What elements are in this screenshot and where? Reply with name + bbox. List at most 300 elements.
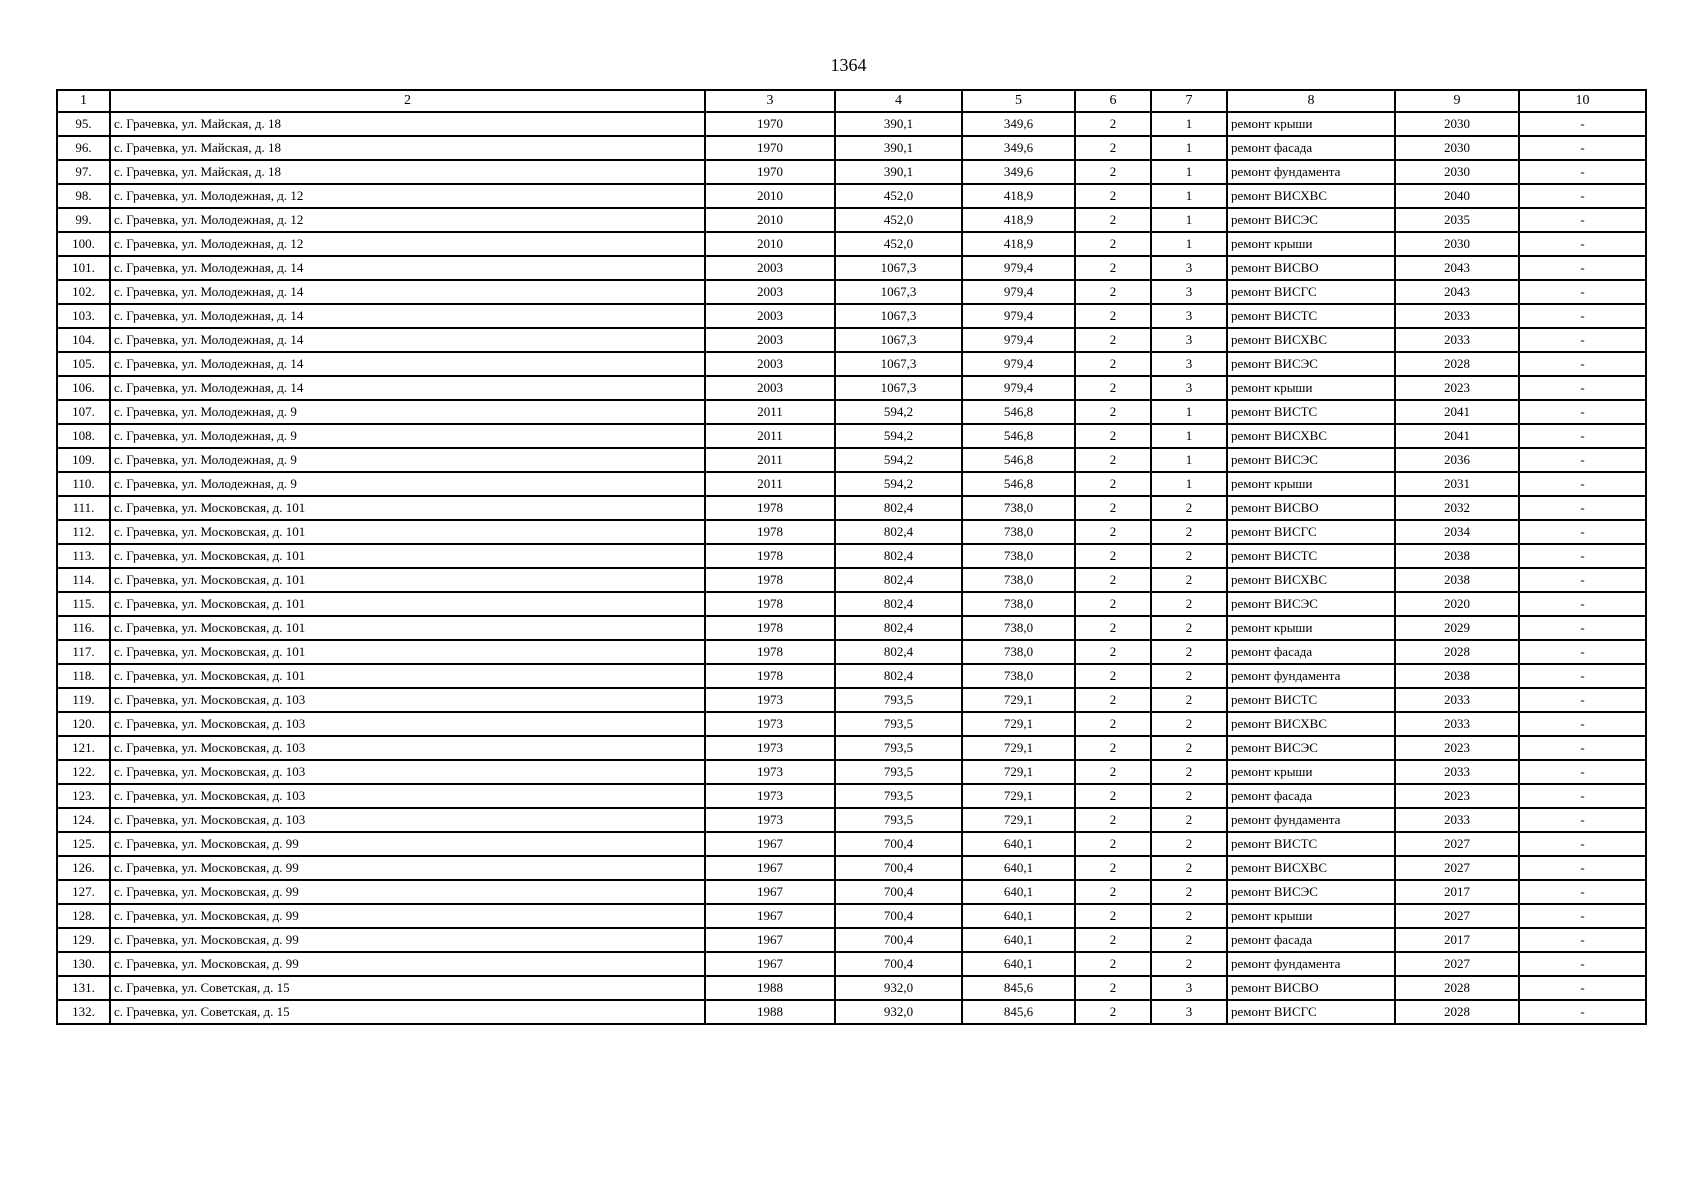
address-cell: с. Грачевка, ул. Молодежная, д. 14 [110, 280, 705, 304]
floors-cell: 2 [1075, 736, 1151, 760]
floors-cell: 2 [1075, 328, 1151, 352]
year-built-cell: 1967 [705, 904, 835, 928]
work-type-cell: ремонт ВИСХВС [1227, 184, 1395, 208]
work-type-cell: ремонт ВИСЭС [1227, 880, 1395, 904]
year-built-cell: 2003 [705, 256, 835, 280]
floors-cell: 2 [1075, 592, 1151, 616]
entrances-cell: 2 [1151, 928, 1227, 952]
address-cell: с. Грачевка, ул. Московская, д. 101 [110, 640, 705, 664]
row-number-cell: 120. [57, 712, 110, 736]
row-number-cell: 110. [57, 472, 110, 496]
address-cell: с. Грачевка, ул. Московская, д. 101 [110, 520, 705, 544]
note-cell: - [1519, 136, 1646, 160]
entrances-cell: 2 [1151, 856, 1227, 880]
table-row [57, 232, 1646, 256]
living-area-cell: 729,1 [962, 784, 1075, 808]
table-row [57, 520, 1646, 544]
note-cell: - [1519, 544, 1646, 568]
note-cell: - [1519, 760, 1646, 784]
living-area-cell: 418,9 [962, 208, 1075, 232]
planned-year-cell: 2033 [1395, 328, 1519, 352]
planned-year-cell: 2027 [1395, 952, 1519, 976]
planned-year-cell: 2041 [1395, 400, 1519, 424]
row-number-cell: 124. [57, 808, 110, 832]
row-number-cell: 96. [57, 136, 110, 160]
total-area-cell: 793,5 [835, 808, 962, 832]
total-area-cell: 390,1 [835, 136, 962, 160]
total-area-cell: 793,5 [835, 736, 962, 760]
entrances-cell: 2 [1151, 712, 1227, 736]
address-cell: с. Грачевка, ул. Молодежная, д. 9 [110, 400, 705, 424]
entrances-cell: 3 [1151, 304, 1227, 328]
floors-cell: 2 [1075, 568, 1151, 592]
planned-year-cell: 2038 [1395, 664, 1519, 688]
column-header: 3 [705, 90, 835, 112]
address-cell: с. Грачевка, ул. Молодежная, д. 14 [110, 328, 705, 352]
living-area-cell: 729,1 [962, 808, 1075, 832]
total-area-cell: 793,5 [835, 688, 962, 712]
note-cell: - [1519, 376, 1646, 400]
total-area-cell: 1067,3 [835, 280, 962, 304]
row-number-cell: 99. [57, 208, 110, 232]
work-type-cell: ремонт крыши [1227, 472, 1395, 496]
total-area-cell: 700,4 [835, 904, 962, 928]
entrances-cell: 2 [1151, 832, 1227, 856]
entrances-cell: 3 [1151, 256, 1227, 280]
table-row [57, 496, 1646, 520]
planned-year-cell: 2028 [1395, 1000, 1519, 1024]
year-built-cell: 1967 [705, 856, 835, 880]
floors-cell: 2 [1075, 400, 1151, 424]
year-built-cell: 2011 [705, 448, 835, 472]
floors-cell: 2 [1075, 184, 1151, 208]
year-built-cell: 1978 [705, 496, 835, 520]
table-row [57, 640, 1646, 664]
total-area-cell: 594,2 [835, 400, 962, 424]
work-type-cell: ремонт фундамента [1227, 664, 1395, 688]
living-area-cell: 640,1 [962, 856, 1075, 880]
table-row [57, 376, 1646, 400]
row-number-cell: 131. [57, 976, 110, 1000]
note-cell: - [1519, 400, 1646, 424]
year-built-cell: 1978 [705, 664, 835, 688]
planned-year-cell: 2033 [1395, 760, 1519, 784]
living-area-cell: 640,1 [962, 928, 1075, 952]
table-row [57, 280, 1646, 304]
column-header: 7 [1151, 90, 1227, 112]
row-number-cell: 125. [57, 832, 110, 856]
planned-year-cell: 2020 [1395, 592, 1519, 616]
floors-cell: 2 [1075, 448, 1151, 472]
entrances-cell: 1 [1151, 232, 1227, 256]
note-cell: - [1519, 472, 1646, 496]
work-type-cell: ремонт ВИСТС [1227, 544, 1395, 568]
living-area-cell: 979,4 [962, 256, 1075, 280]
entrances-cell: 1 [1151, 400, 1227, 424]
entrances-cell: 2 [1151, 808, 1227, 832]
work-type-cell: ремонт крыши [1227, 112, 1395, 136]
floors-cell: 2 [1075, 424, 1151, 448]
floors-cell: 2 [1075, 784, 1151, 808]
row-number-cell: 113. [57, 544, 110, 568]
living-area-cell: 845,6 [962, 976, 1075, 1000]
work-type-cell: ремонт фасада [1227, 784, 1395, 808]
work-type-cell: ремонт ВИСХВС [1227, 856, 1395, 880]
column-header: 1 [57, 90, 110, 112]
table-row [57, 952, 1646, 976]
address-cell: с. Грачевка, ул. Московская, д. 101 [110, 616, 705, 640]
floors-cell: 2 [1075, 688, 1151, 712]
floors-cell: 2 [1075, 520, 1151, 544]
entrances-cell: 2 [1151, 544, 1227, 568]
table-row [57, 736, 1646, 760]
living-area-cell: 546,8 [962, 472, 1075, 496]
work-type-cell: ремонт фасада [1227, 928, 1395, 952]
floors-cell: 2 [1075, 976, 1151, 1000]
row-number-cell: 111. [57, 496, 110, 520]
year-built-cell: 1967 [705, 880, 835, 904]
work-type-cell: ремонт ВИСГС [1227, 280, 1395, 304]
planned-year-cell: 2033 [1395, 304, 1519, 328]
total-area-cell: 700,4 [835, 856, 962, 880]
note-cell: - [1519, 568, 1646, 592]
planned-year-cell: 2030 [1395, 112, 1519, 136]
row-number-cell: 95. [57, 112, 110, 136]
row-number-cell: 100. [57, 232, 110, 256]
table-row [57, 472, 1646, 496]
year-built-cell: 2011 [705, 472, 835, 496]
note-cell: - [1519, 784, 1646, 808]
floors-cell: 2 [1075, 904, 1151, 928]
row-number-cell: 105. [57, 352, 110, 376]
total-area-cell: 802,4 [835, 616, 962, 640]
address-cell: с. Грачевка, ул. Московская, д. 99 [110, 832, 705, 856]
living-area-cell: 738,0 [962, 496, 1075, 520]
planned-year-cell: 2033 [1395, 808, 1519, 832]
table-row [57, 880, 1646, 904]
floors-cell: 2 [1075, 1000, 1151, 1024]
planned-year-cell: 2041 [1395, 424, 1519, 448]
planned-year-cell: 2031 [1395, 472, 1519, 496]
entrances-cell: 2 [1151, 880, 1227, 904]
total-area-cell: 793,5 [835, 712, 962, 736]
planned-year-cell: 2034 [1395, 520, 1519, 544]
table-row [57, 448, 1646, 472]
floors-cell: 2 [1075, 256, 1151, 280]
row-number-cell: 115. [57, 592, 110, 616]
living-area-cell: 979,4 [962, 352, 1075, 376]
row-number-cell: 101. [57, 256, 110, 280]
total-area-cell: 452,0 [835, 208, 962, 232]
row-number-cell: 109. [57, 448, 110, 472]
table-row [57, 664, 1646, 688]
planned-year-cell: 2023 [1395, 376, 1519, 400]
year-built-cell: 1978 [705, 568, 835, 592]
note-cell: - [1519, 424, 1646, 448]
year-built-cell: 2003 [705, 280, 835, 304]
work-type-cell: ремонт крыши [1227, 760, 1395, 784]
table-row [57, 184, 1646, 208]
row-number-cell: 106. [57, 376, 110, 400]
entrances-cell: 1 [1151, 184, 1227, 208]
floors-cell: 2 [1075, 112, 1151, 136]
planned-year-cell: 2030 [1395, 136, 1519, 160]
total-area-cell: 793,5 [835, 760, 962, 784]
address-cell: с. Грачевка, ул. Московская, д. 103 [110, 712, 705, 736]
note-cell: - [1519, 736, 1646, 760]
total-area-cell: 452,0 [835, 184, 962, 208]
year-built-cell: 1978 [705, 544, 835, 568]
total-area-cell: 932,0 [835, 976, 962, 1000]
total-area-cell: 932,0 [835, 1000, 962, 1024]
table-row [57, 568, 1646, 592]
note-cell: - [1519, 448, 1646, 472]
total-area-cell: 594,2 [835, 472, 962, 496]
table-row [57, 832, 1646, 856]
entrances-cell: 2 [1151, 664, 1227, 688]
table-row [57, 544, 1646, 568]
note-cell: - [1519, 352, 1646, 376]
entrances-cell: 2 [1151, 688, 1227, 712]
address-cell: с. Грачевка, ул. Молодежная, д. 14 [110, 304, 705, 328]
address-cell: с. Грачевка, ул. Московская, д. 103 [110, 688, 705, 712]
living-area-cell: 349,6 [962, 160, 1075, 184]
work-type-cell: ремонт фасада [1227, 136, 1395, 160]
note-cell: - [1519, 592, 1646, 616]
address-cell: с. Грачевка, ул. Московская, д. 99 [110, 952, 705, 976]
floors-cell: 2 [1075, 760, 1151, 784]
total-area-cell: 700,4 [835, 832, 962, 856]
header-row [57, 90, 1646, 112]
work-type-cell: ремонт ВИСХВС [1227, 712, 1395, 736]
work-type-cell: ремонт ВИСЭС [1227, 448, 1395, 472]
note-cell: - [1519, 496, 1646, 520]
planned-year-cell: 2033 [1395, 688, 1519, 712]
entrances-cell: 1 [1151, 112, 1227, 136]
address-cell: с. Грачевка, ул. Московская, д. 101 [110, 544, 705, 568]
year-built-cell: 2003 [705, 376, 835, 400]
floors-cell: 2 [1075, 640, 1151, 664]
work-type-cell: ремонт ВИСХВС [1227, 328, 1395, 352]
year-built-cell: 1978 [705, 616, 835, 640]
address-cell: с. Грачевка, ул. Московская, д. 103 [110, 760, 705, 784]
year-built-cell: 2003 [705, 328, 835, 352]
address-cell: с. Грачевка, ул. Московская, д. 99 [110, 856, 705, 880]
row-number-cell: 108. [57, 424, 110, 448]
living-area-cell: 418,9 [962, 232, 1075, 256]
planned-year-cell: 2023 [1395, 784, 1519, 808]
note-cell: - [1519, 808, 1646, 832]
note-cell: - [1519, 832, 1646, 856]
living-area-cell: 349,6 [962, 112, 1075, 136]
table-row [57, 328, 1646, 352]
table-row [57, 808, 1646, 832]
work-type-cell: ремонт ВИСЭС [1227, 208, 1395, 232]
floors-cell: 2 [1075, 472, 1151, 496]
year-built-cell: 1978 [705, 592, 835, 616]
row-number-cell: 119. [57, 688, 110, 712]
year-built-cell: 1973 [705, 736, 835, 760]
table-row [57, 712, 1646, 736]
year-built-cell: 2010 [705, 208, 835, 232]
column-header: 9 [1395, 90, 1519, 112]
work-type-cell: ремонт крыши [1227, 616, 1395, 640]
entrances-cell: 3 [1151, 280, 1227, 304]
planned-year-cell: 2028 [1395, 640, 1519, 664]
floors-cell: 2 [1075, 880, 1151, 904]
table-row [57, 616, 1646, 640]
table-row [57, 400, 1646, 424]
note-cell: - [1519, 184, 1646, 208]
table-row [57, 256, 1646, 280]
row-number-cell: 129. [57, 928, 110, 952]
planned-year-cell: 2043 [1395, 280, 1519, 304]
address-cell: с. Грачевка, ул. Советская, д. 15 [110, 976, 705, 1000]
living-area-cell: 640,1 [962, 904, 1075, 928]
total-area-cell: 1067,3 [835, 328, 962, 352]
address-cell: с. Грачевка, ул. Майская, д. 18 [110, 160, 705, 184]
table-row [57, 928, 1646, 952]
note-cell: - [1519, 616, 1646, 640]
address-cell: с. Грачевка, ул. Молодежная, д. 12 [110, 208, 705, 232]
year-built-cell: 1970 [705, 136, 835, 160]
table-row [57, 424, 1646, 448]
entrances-cell: 2 [1151, 760, 1227, 784]
year-built-cell: 1967 [705, 832, 835, 856]
planned-year-cell: 2028 [1395, 352, 1519, 376]
column-header: 2 [110, 90, 705, 112]
note-cell: - [1519, 640, 1646, 664]
note-cell: - [1519, 976, 1646, 1000]
planned-year-cell: 2038 [1395, 568, 1519, 592]
note-cell: - [1519, 688, 1646, 712]
table-row [57, 904, 1646, 928]
year-built-cell: 1970 [705, 112, 835, 136]
total-area-cell: 1067,3 [835, 304, 962, 328]
address-cell: с. Грачевка, ул. Московская, д. 101 [110, 664, 705, 688]
column-header: 10 [1519, 90, 1646, 112]
entrances-cell: 3 [1151, 976, 1227, 1000]
table-row [57, 304, 1646, 328]
registry-table [56, 89, 1647, 1025]
living-area-cell: 349,6 [962, 136, 1075, 160]
year-built-cell: 2011 [705, 400, 835, 424]
total-area-cell: 594,2 [835, 448, 962, 472]
entrances-cell: 2 [1151, 952, 1227, 976]
year-built-cell: 1988 [705, 976, 835, 1000]
year-built-cell: 1973 [705, 784, 835, 808]
living-area-cell: 418,9 [962, 184, 1075, 208]
year-built-cell: 2003 [705, 352, 835, 376]
table-row [57, 1000, 1646, 1024]
table-row [57, 352, 1646, 376]
note-cell: - [1519, 208, 1646, 232]
total-area-cell: 1067,3 [835, 256, 962, 280]
year-built-cell: 1978 [705, 520, 835, 544]
note-cell: - [1519, 904, 1646, 928]
entrances-cell: 3 [1151, 376, 1227, 400]
table-row [57, 976, 1646, 1000]
row-number-cell: 128. [57, 904, 110, 928]
row-number-cell: 114. [57, 568, 110, 592]
living-area-cell: 546,8 [962, 424, 1075, 448]
entrances-cell: 3 [1151, 352, 1227, 376]
year-built-cell: 1973 [705, 688, 835, 712]
page-number: 1364 [830, 55, 867, 75]
work-type-cell: ремонт ВИСВО [1227, 256, 1395, 280]
note-cell: - [1519, 112, 1646, 136]
floors-cell: 2 [1075, 208, 1151, 232]
living-area-cell: 729,1 [962, 760, 1075, 784]
work-type-cell: ремонт ВИСТС [1227, 688, 1395, 712]
entrances-cell: 1 [1151, 160, 1227, 184]
entrances-cell: 2 [1151, 592, 1227, 616]
table-row [57, 160, 1646, 184]
entrances-cell: 1 [1151, 472, 1227, 496]
row-number-cell: 97. [57, 160, 110, 184]
planned-year-cell: 2033 [1395, 712, 1519, 736]
address-cell: с. Грачевка, ул. Московская, д. 103 [110, 784, 705, 808]
living-area-cell: 640,1 [962, 880, 1075, 904]
column-header: 8 [1227, 90, 1395, 112]
address-cell: с. Грачевка, ул. Молодежная, д. 12 [110, 184, 705, 208]
work-type-cell: ремонт ВИСГС [1227, 1000, 1395, 1024]
floors-cell: 2 [1075, 712, 1151, 736]
total-area-cell: 700,4 [835, 928, 962, 952]
total-area-cell: 452,0 [835, 232, 962, 256]
total-area-cell: 594,2 [835, 424, 962, 448]
table-row [57, 760, 1646, 784]
note-cell: - [1519, 880, 1646, 904]
address-cell: с. Грачевка, ул. Московская, д. 101 [110, 568, 705, 592]
living-area-cell: 640,1 [962, 832, 1075, 856]
address-cell: с. Грачевка, ул. Молодежная, д. 14 [110, 256, 705, 280]
column-header: 4 [835, 90, 962, 112]
address-cell: с. Грачевка, ул. Московская, д. 101 [110, 496, 705, 520]
year-built-cell: 2011 [705, 424, 835, 448]
living-area-cell: 738,0 [962, 544, 1075, 568]
year-built-cell: 2003 [705, 304, 835, 328]
planned-year-cell: 2027 [1395, 832, 1519, 856]
total-area-cell: 802,4 [835, 496, 962, 520]
note-cell: - [1519, 712, 1646, 736]
planned-year-cell: 2017 [1395, 928, 1519, 952]
table-row [57, 592, 1646, 616]
address-cell: с. Грачевка, ул. Молодежная, д. 9 [110, 472, 705, 496]
row-number-cell: 107. [57, 400, 110, 424]
planned-year-cell: 2043 [1395, 256, 1519, 280]
year-built-cell: 2010 [705, 184, 835, 208]
year-built-cell: 1988 [705, 1000, 835, 1024]
work-type-cell: ремонт ВИСХВС [1227, 424, 1395, 448]
row-number-cell: 130. [57, 952, 110, 976]
row-number-cell: 126. [57, 856, 110, 880]
living-area-cell: 845,6 [962, 1000, 1075, 1024]
planned-year-cell: 2038 [1395, 544, 1519, 568]
note-cell: - [1519, 952, 1646, 976]
planned-year-cell: 2028 [1395, 976, 1519, 1000]
entrances-cell: 3 [1151, 328, 1227, 352]
address-cell: с. Грачевка, ул. Московская, д. 99 [110, 904, 705, 928]
row-number-cell: 117. [57, 640, 110, 664]
entrances-cell: 2 [1151, 520, 1227, 544]
year-built-cell: 1978 [705, 640, 835, 664]
work-type-cell: ремонт ВИСТС [1227, 832, 1395, 856]
planned-year-cell: 2027 [1395, 856, 1519, 880]
row-number-cell: 121. [57, 736, 110, 760]
living-area-cell: 738,0 [962, 520, 1075, 544]
work-type-cell: ремонт ВИСЭС [1227, 592, 1395, 616]
